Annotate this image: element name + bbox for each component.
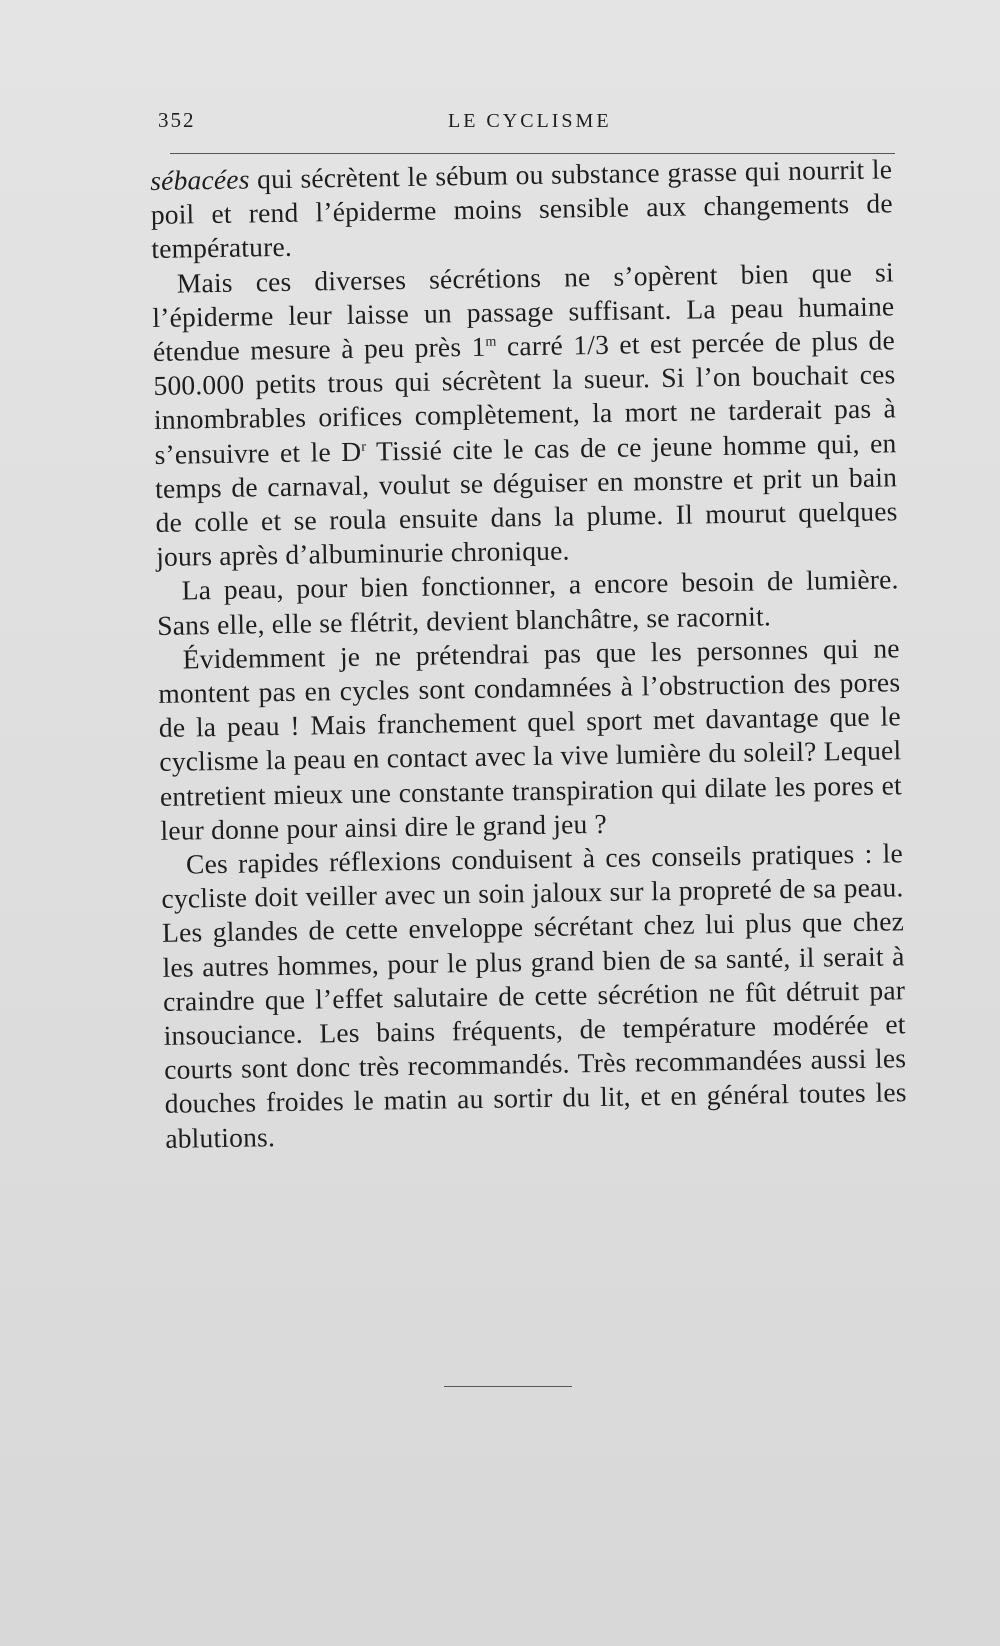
paragraph-5: Ces rapides réflexions conduisent à ces conseils pratiques : le cycliste doit veiller avec un soin jaloux sur la propreté de sa peau. Les glandes de cette enveloppe sécrétant chez lui plus que chez les autres hommes, pour le plus grand bien de sa santé, il serait à craindre que l’effet salutaire de cette sécrétion ne fût détruit par insouciance. Les bains fréquents, de température modérée et courts sont donc très recommandés. Très recommandées aussi les douches froides le matin au sortir du lit, et en général toutes les ablutions. — [161, 837, 907, 1154]
paragraph-1-text: qui sécrètent le sébum ou substance grasse qui nourrit le poil et rend l’épiderme moins sensible aux changements de température. — [150, 153, 893, 265]
paragraph-2-text-b: carré 1/3 et est percée de plus de 500.000 petits trous qui sécrètent la sueur. Si l’on bouchait ces innombrables orifices complètement, la mort ne tarderait pas à s’ensuivre et le D — [153, 324, 897, 470]
page-header — [158, 108, 898, 138]
paragraph-2 — [152, 255, 899, 574]
page-number: 352 — [158, 108, 196, 132]
paragraph-4: Évidemment je ne prétendrai pas que les personnes qui ne montent pas en cycles sont condamnées à l’obstruction des pores de la peau ! Mais franchement quel sport met davantage que le cyclisme la peau en contact avec la vive lumière du soleil? Lequel entretient mieux une constante transpiration qui dilate les pores et leur donne pour ainsi dire le grand jeu ? — [158, 632, 903, 846]
paragraph-3: La peau, pour bien fonctionner, a encore besoin de lumière. Sans elle, elle se flétrit, devient blanchâtre, se racornit. — [156, 563, 899, 641]
end-rule — [444, 1386, 572, 1387]
paragraph-2-text-a: Mais ces diverses sécrétions ne s’opèrent bien que si l’épiderme leur laisse un passage suffisant. La peau humaine étendue mesure à peu près 1 — [152, 255, 895, 367]
body-text — [150, 152, 907, 1155]
superscript-m: m — [485, 334, 497, 350]
paragraph-2-text-c: Tissié cite le cas de ce jeune homme qui, en temps de carnaval, voulut se déguiser en monstre et prit un bain de colle et se roula ensuite dans la plume. Il mourut quelques jours après d’albuminurie chronique. — [154, 426, 898, 573]
superscript-r: r — [361, 439, 367, 455]
italic-word: sébacées — [150, 163, 250, 196]
running-head: LE CYCLISME — [448, 110, 612, 132]
paragraph-1 — [150, 152, 894, 266]
